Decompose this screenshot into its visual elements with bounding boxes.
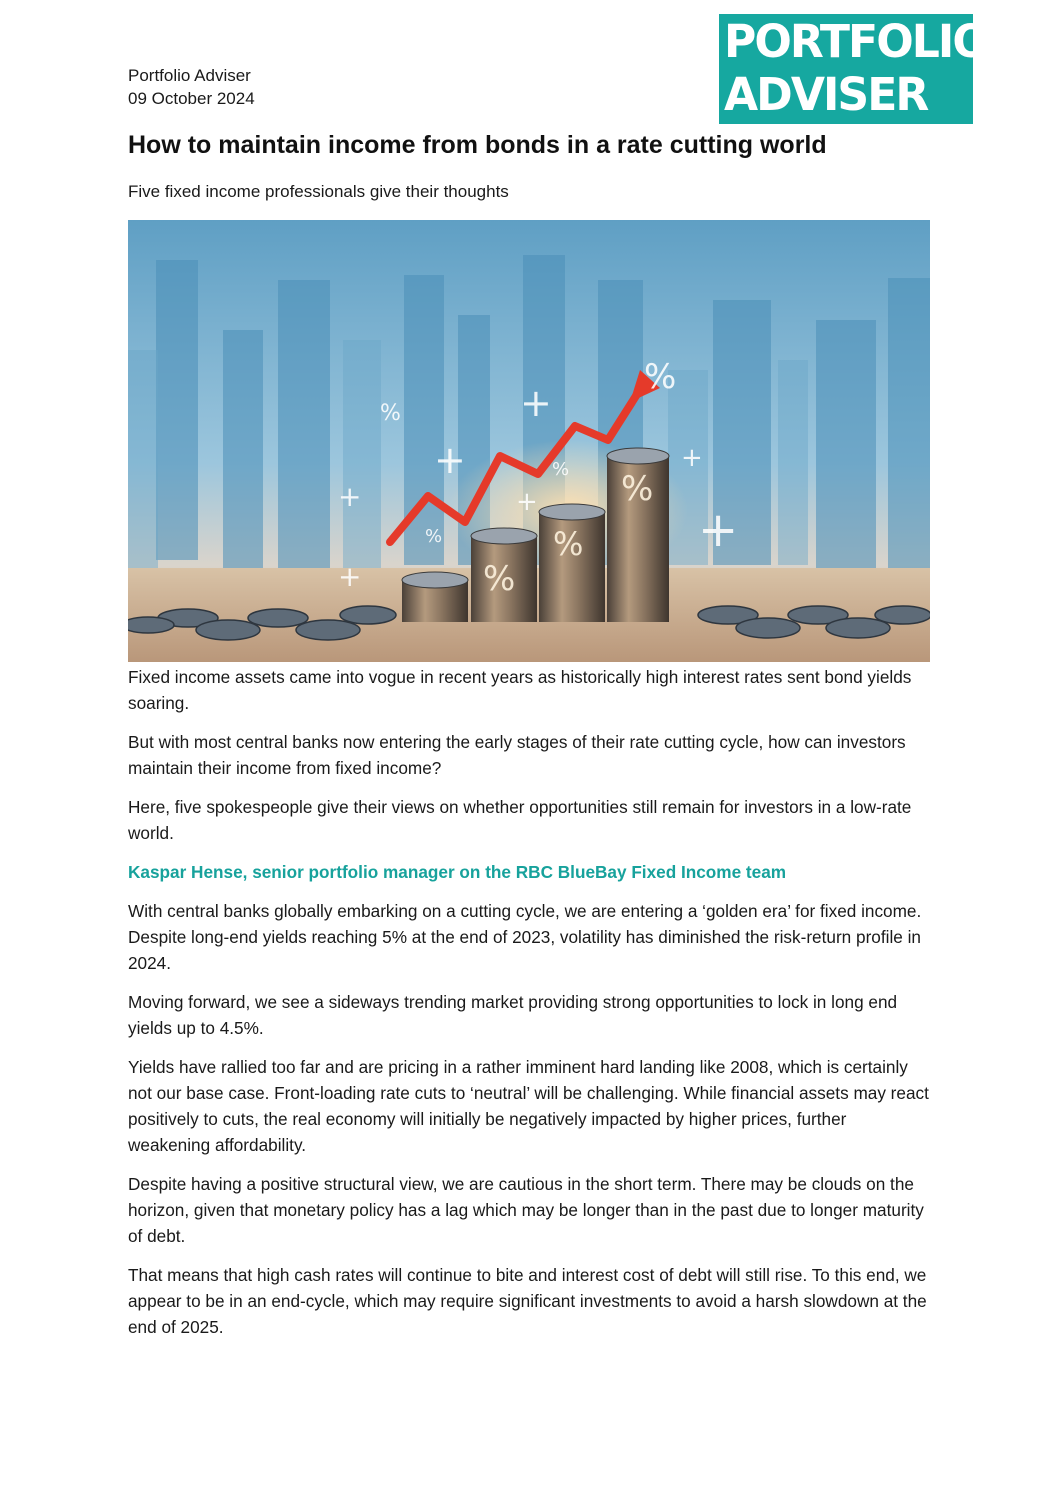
section-heading: Kaspar Hense, senior portfolio manager on the RBC BlueBay Fixed Income team xyxy=(128,862,787,882)
percent-symbol: % xyxy=(552,459,570,480)
percent-symbol: % xyxy=(380,401,401,426)
plus-symbol: + xyxy=(434,438,466,482)
percent-symbol: % xyxy=(644,357,677,397)
body-paragraph: Fixed income assets came into vogue in recent years as historically high interest rates sent bond yields soaring. xyxy=(128,667,912,713)
article-subtitle: Five fixed income professionals give their thoughts xyxy=(128,182,509,201)
plus-symbol: + xyxy=(338,480,362,513)
percent-symbol: % xyxy=(553,525,584,563)
hero-image-coins-growth xyxy=(128,220,930,662)
percent-symbol: % xyxy=(483,559,516,599)
percent-symbol: % xyxy=(425,526,443,547)
body-paragraph: That means that high cash rates will continue to bite and interest cost of debt will still rise. To this end, we appear to be in an end-cycle, which may require significant investments to avoid a harsh slowdown at the end of 2025. xyxy=(128,1265,927,1337)
body-paragraph: Yields have rallied too far and are pricing in a rather imminent hard landing like 2008, which is certainly not our base case. Front-loading rate cuts to ‘neutral’ will be challenging. While financial assets may react positively to cuts, the real economy will initially be negatively impacted by higher prices, further weakening affordability. xyxy=(128,1057,929,1155)
article-title: How to maintain income from bonds in a rate cutting world xyxy=(128,131,827,159)
article-meta xyxy=(128,64,255,110)
body-paragraph: But with most central banks now entering the early stages of their rate cutting cycle, how can investors maintain their income from fixed income? xyxy=(128,732,906,778)
plus-symbol: + xyxy=(681,443,703,473)
plus-symbol: + xyxy=(698,502,739,558)
publication-date: 09 October 2024 xyxy=(128,89,255,108)
publication-name: Portfolio Adviser xyxy=(128,66,251,85)
plus-symbol: + xyxy=(520,381,552,425)
portfolio-adviser-logo xyxy=(719,14,988,124)
body-paragraph: Moving forward, we see a sideways trending market providing strong opportunities to lock in long end yields up to 4.5%. xyxy=(128,992,898,1038)
body-paragraph: With central banks globally embarking on a cutting cycle, we are entering a ‘golden era’ for fixed income. Despite long-end yields reaching 5% at the end of 2023, volatility has diminished the risk-return profile in 2024. xyxy=(128,901,922,973)
body-paragraph: Despite having a positive structural view, we are cautious in the short term. There may be clouds on the horizon, given that monetary policy has a lag which may be longer than in the past due to longer maturity of debt. xyxy=(128,1174,924,1246)
logo-line-1: PORTFOLIO xyxy=(724,15,988,68)
percent-symbol: % xyxy=(621,469,654,509)
body-paragraph: Here, five spokespeople give their views on whether opportunities still remain for investors in a low-rate world. xyxy=(128,797,912,843)
logo-line-2: ADVISER xyxy=(724,68,928,121)
plus-symbol: + xyxy=(338,560,362,593)
article-body xyxy=(128,664,930,1353)
plus-symbol: + xyxy=(516,487,538,517)
